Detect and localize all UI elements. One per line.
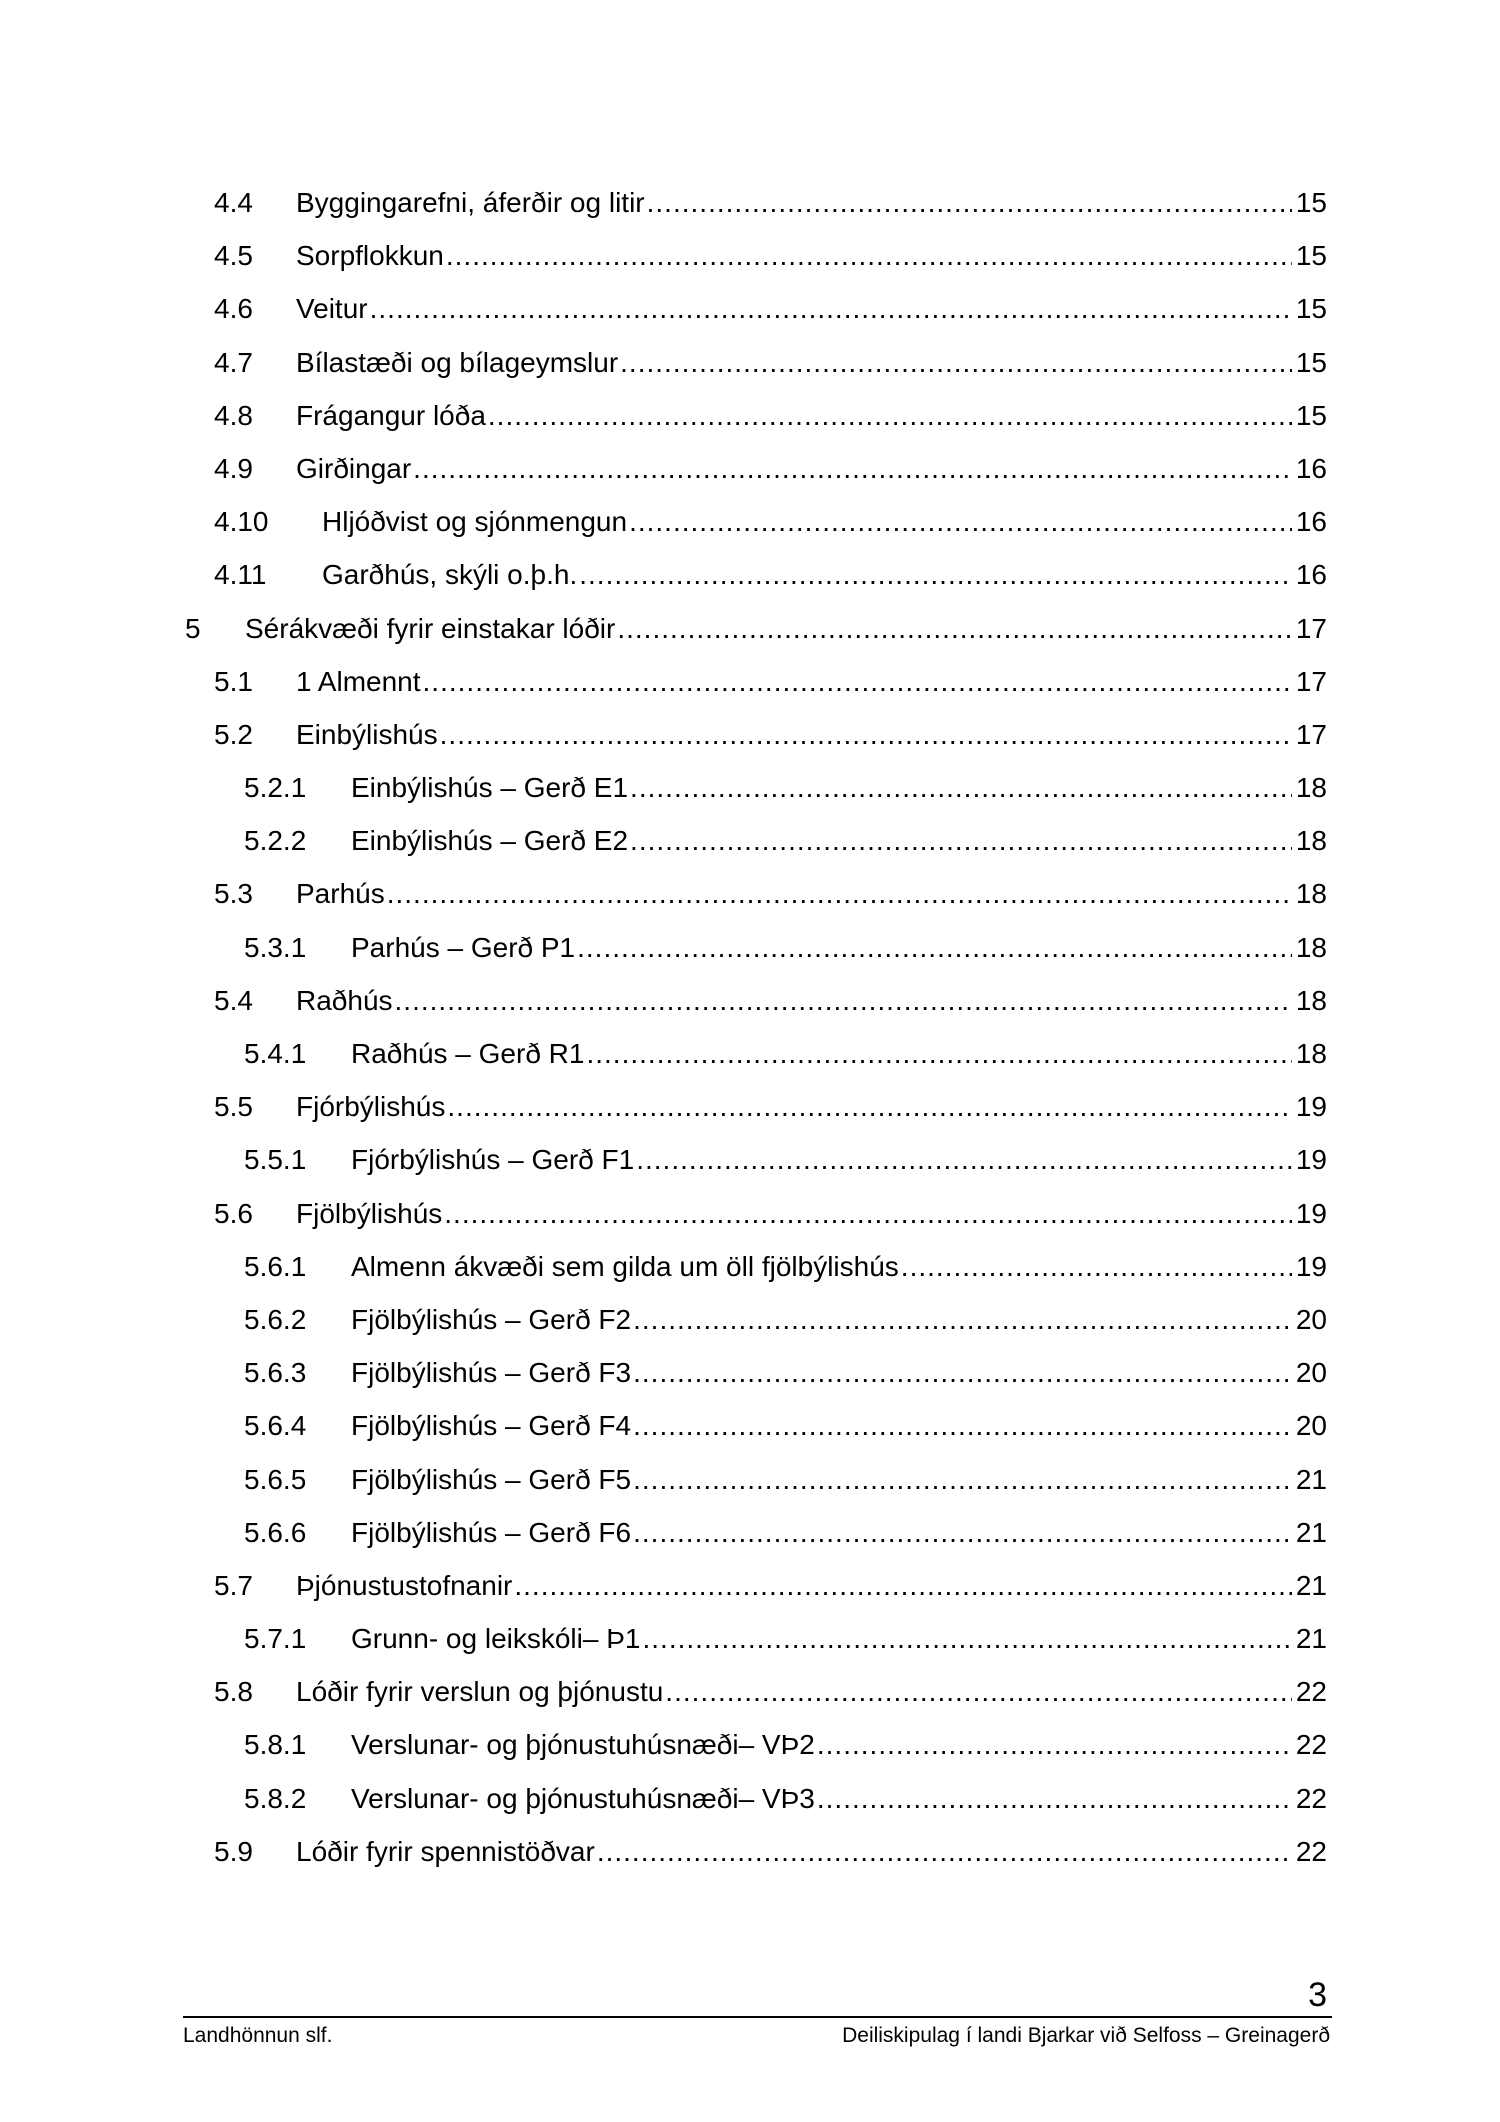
toc-entry[interactable] bbox=[0, 1133, 1500, 1186]
toc-entry-body bbox=[351, 921, 1327, 974]
toc-entry-title: Bílastæði og bílageymslur bbox=[296, 336, 620, 389]
toc-entry-number: 5.2.2 bbox=[244, 825, 307, 857]
toc-entry-title: Verslunar- og þjónustuhúsnæði– VÞ2 bbox=[351, 1718, 817, 1771]
toc-entry-page: 15 bbox=[1295, 346, 1327, 378]
toc-entry-page: 21 bbox=[1295, 1463, 1327, 1495]
toc-entry-body bbox=[296, 229, 1327, 282]
toc-entry-number: 5.8.1 bbox=[244, 1729, 307, 1761]
toc-dot-leader bbox=[586, 1027, 1291, 1080]
toc-entry-body bbox=[351, 1027, 1327, 1080]
toc-entry-page: 16 bbox=[1295, 452, 1327, 484]
toc-entry-title: Fjölbýlishús – Gerð F4 bbox=[351, 1399, 633, 1452]
toc-entry-number: 5.5 bbox=[214, 1091, 253, 1123]
toc-entry-number: 5.7.1 bbox=[244, 1623, 307, 1655]
toc-entry-number: 4.9 bbox=[214, 452, 253, 484]
toc-entry-title: Raðhús bbox=[296, 974, 395, 1027]
toc-entry-number: 5.6.4 bbox=[244, 1410, 307, 1442]
toc-entry-body bbox=[296, 867, 1327, 920]
toc-entry-body bbox=[296, 1665, 1327, 1718]
toc-entry-body bbox=[351, 761, 1327, 814]
toc-entry-body bbox=[351, 1346, 1327, 1399]
toc-entry-title: Almenn ákvæði sem gilda um öll fjölbýlishús bbox=[351, 1240, 901, 1293]
toc-entry-page: 17 bbox=[1295, 665, 1327, 697]
toc-entry-number: 5.9 bbox=[214, 1835, 253, 1867]
toc-entry-number: 5.1 bbox=[214, 665, 253, 697]
toc-dot-leader bbox=[629, 495, 1292, 548]
toc-entry[interactable] bbox=[0, 1718, 1500, 1771]
toc-entry-body bbox=[351, 1399, 1327, 1452]
toc-entry-page: 15 bbox=[1295, 187, 1327, 218]
toc-dot-leader bbox=[633, 1399, 1292, 1452]
toc-entry-page: 17 bbox=[1295, 718, 1327, 750]
toc-dot-leader bbox=[647, 176, 1292, 229]
toc-entry-body bbox=[296, 282, 1327, 335]
toc-entry-number: 4.4 bbox=[214, 187, 253, 218]
toc-dot-leader bbox=[636, 1133, 1292, 1186]
toc-entry-number: 5 bbox=[185, 612, 201, 644]
toc-entry-page: 22 bbox=[1295, 1676, 1327, 1708]
toc-entry-page: 15 bbox=[1295, 240, 1327, 272]
toc-entry[interactable] bbox=[0, 708, 1500, 761]
toc-entry[interactable] bbox=[0, 495, 1500, 548]
toc-entry-number: 4.11 bbox=[214, 559, 267, 591]
toc-entry-title: Fjölbýlishús – Gerð F3 bbox=[351, 1346, 633, 1399]
toc-dot-leader bbox=[488, 389, 1292, 442]
table-of-contents bbox=[0, 176, 1500, 1878]
toc-dot-leader bbox=[633, 1453, 1292, 1506]
toc-entry-page: 19 bbox=[1295, 1250, 1327, 1282]
toc-dot-leader bbox=[817, 1772, 1292, 1825]
toc-entry-title: Sérákvæði fyrir einstakar lóðir bbox=[245, 602, 617, 655]
toc-entry-title: Einbýlishús – Gerð E1 bbox=[351, 761, 630, 814]
toc-entry-number: 4.10 bbox=[214, 506, 269, 538]
toc-dot-leader bbox=[630, 814, 1292, 867]
toc-entry-title: Verslunar- og þjónustuhúsnæði– VÞ3 bbox=[351, 1772, 817, 1825]
toc-dot-leader bbox=[817, 1718, 1292, 1771]
toc-dot-leader bbox=[387, 867, 1292, 920]
toc-entry-body bbox=[296, 1080, 1327, 1133]
toc-dot-leader bbox=[642, 1612, 1291, 1665]
toc-dot-leader bbox=[620, 336, 1292, 389]
toc-entry[interactable] bbox=[0, 1187, 1500, 1240]
toc-dot-leader bbox=[633, 1506, 1292, 1559]
toc-entry[interactable] bbox=[0, 1080, 1500, 1133]
toc-entry-number: 5.6.6 bbox=[244, 1516, 307, 1548]
footer-company: Landhönnun slf. bbox=[183, 2024, 333, 2047]
toc-dot-leader bbox=[665, 1665, 1292, 1718]
toc-entry-body bbox=[296, 442, 1327, 495]
toc-entry-page: 21 bbox=[1295, 1623, 1327, 1655]
toc-entry-title: Lóðir fyrir spennistöðvar bbox=[296, 1825, 597, 1878]
toc-entry[interactable] bbox=[0, 1453, 1500, 1506]
toc-entry[interactable] bbox=[0, 1293, 1500, 1346]
toc-dot-leader bbox=[514, 1559, 1291, 1612]
toc-entry-page: 19 bbox=[1295, 1144, 1327, 1176]
toc-entry[interactable] bbox=[0, 229, 1500, 282]
toc-entry[interactable] bbox=[0, 442, 1500, 495]
toc-entry-title: Byggingarefni, áferðir og litir bbox=[296, 176, 647, 229]
toc-entry-number: 5.2.1 bbox=[244, 772, 307, 804]
toc-entry[interactable] bbox=[0, 1027, 1500, 1080]
toc-entry-page: 16 bbox=[1295, 559, 1327, 591]
toc-entry-page: 19 bbox=[1295, 1091, 1327, 1123]
toc-entry-body bbox=[296, 176, 1327, 229]
toc-entry[interactable] bbox=[0, 921, 1500, 974]
toc-dot-leader bbox=[447, 1080, 1291, 1133]
toc-entry-page: 20 bbox=[1295, 1410, 1327, 1442]
toc-entry-page: 17 bbox=[1295, 612, 1327, 644]
toc-entry-number: 5.5.1 bbox=[244, 1144, 307, 1176]
toc-entry[interactable] bbox=[0, 1346, 1500, 1399]
toc-entry[interactable] bbox=[0, 548, 1500, 601]
toc-entry-page: 18 bbox=[1295, 825, 1327, 857]
toc-entry-body bbox=[296, 1559, 1327, 1612]
toc-entry-title: Lóðir fyrir verslun og þjónustu bbox=[296, 1665, 665, 1718]
footer-divider bbox=[183, 2016, 1332, 2018]
toc-dot-leader bbox=[901, 1240, 1292, 1293]
toc-entry-page: 18 bbox=[1295, 878, 1327, 910]
toc-dot-leader bbox=[444, 1187, 1292, 1240]
toc-entry-title: Girðingar bbox=[296, 442, 413, 495]
toc-entry-number: 5.6.1 bbox=[244, 1250, 307, 1282]
toc-entry-body bbox=[351, 1453, 1327, 1506]
toc-dot-leader bbox=[413, 442, 1292, 495]
toc-entry[interactable] bbox=[0, 1612, 1500, 1665]
toc-entry[interactable] bbox=[0, 602, 1500, 655]
toc-entry-title: Grunn- og leikskóli– Þ1 bbox=[351, 1612, 642, 1665]
page-number: 3 bbox=[1308, 1976, 1327, 2014]
toc-dot-leader bbox=[446, 229, 1292, 282]
toc-dot-leader bbox=[617, 602, 1292, 655]
toc-entry[interactable] bbox=[0, 655, 1500, 708]
toc-entry-body bbox=[322, 495, 1327, 548]
toc-entry[interactable] bbox=[0, 814, 1500, 867]
toc-entry[interactable] bbox=[0, 1559, 1500, 1612]
toc-entry-page: 19 bbox=[1295, 1197, 1327, 1229]
toc-entry-page: 22 bbox=[1295, 1782, 1327, 1814]
toc-entry-body bbox=[296, 708, 1327, 761]
toc-entry[interactable] bbox=[0, 1825, 1500, 1878]
toc-entry-body bbox=[351, 1718, 1327, 1771]
toc-entry-number: 5.6.2 bbox=[244, 1303, 307, 1335]
toc-dot-leader bbox=[633, 1293, 1292, 1346]
toc-entry-page: 18 bbox=[1295, 931, 1327, 963]
toc-entry-number: 5.7 bbox=[214, 1569, 253, 1601]
toc-entry-title: Parhús bbox=[296, 867, 387, 920]
toc-entry-body bbox=[296, 974, 1327, 1027]
toc-entry-number: 5.3.1 bbox=[244, 931, 307, 963]
toc-entry-title: Hljóðvist og sjónmengun bbox=[322, 495, 629, 548]
toc-entry-number: 4.5 bbox=[214, 240, 253, 272]
toc-entry-body bbox=[296, 655, 1327, 708]
toc-entry-title: Fjölbýlishús bbox=[296, 1187, 444, 1240]
toc-dot-leader bbox=[633, 1346, 1292, 1399]
toc-entry-page: 15 bbox=[1295, 399, 1327, 431]
toc-entry[interactable] bbox=[0, 974, 1500, 1027]
toc-entry-title: Einbýlishús bbox=[296, 708, 440, 761]
toc-entry-number: 5.6.5 bbox=[244, 1463, 307, 1495]
toc-entry-page: 22 bbox=[1295, 1835, 1327, 1867]
toc-dot-leader bbox=[370, 282, 1292, 335]
toc-entry-body bbox=[296, 1825, 1327, 1878]
toc-entry-title: Fjórbýlishús – Gerð F1 bbox=[351, 1133, 636, 1186]
toc-entry-number: 5.3 bbox=[214, 878, 253, 910]
toc-entry-title: Einbýlishús – Gerð E2 bbox=[351, 814, 630, 867]
toc-dot-leader bbox=[579, 548, 1292, 601]
toc-dot-leader bbox=[423, 655, 1292, 708]
toc-entry-page: 21 bbox=[1295, 1569, 1327, 1601]
toc-entry-body bbox=[296, 389, 1327, 442]
toc-entry-title: Fjölbýlishús – Gerð F2 bbox=[351, 1293, 633, 1346]
toc-entry-body bbox=[351, 1612, 1327, 1665]
toc-dot-leader bbox=[577, 921, 1292, 974]
toc-entry-title: Fjölbýlishús – Gerð F5 bbox=[351, 1453, 633, 1506]
toc-entry-page: 20 bbox=[1295, 1303, 1327, 1335]
toc-entry-title: Veitur bbox=[296, 282, 370, 335]
toc-entry-body bbox=[351, 1133, 1327, 1186]
toc-entry-title: Raðhús – Gerð R1 bbox=[351, 1027, 586, 1080]
toc-entry-page: 18 bbox=[1295, 772, 1327, 804]
toc-entry-page: 18 bbox=[1295, 984, 1327, 1016]
toc-entry-number: 5.6.3 bbox=[244, 1357, 307, 1389]
toc-entry[interactable] bbox=[0, 867, 1500, 920]
toc-entry-page: 18 bbox=[1295, 1038, 1327, 1069]
toc-entry-number: 5.4.1 bbox=[244, 1038, 307, 1069]
toc-entry-page: 20 bbox=[1295, 1357, 1327, 1389]
toc-entry-page: 22 bbox=[1295, 1729, 1327, 1761]
toc-entry[interactable] bbox=[0, 1399, 1500, 1452]
toc-entry[interactable] bbox=[0, 282, 1500, 335]
toc-entry-body bbox=[296, 336, 1327, 389]
toc-entry-title: 1 Almennt bbox=[296, 655, 423, 708]
toc-entry-page: 15 bbox=[1295, 293, 1327, 325]
toc-entry[interactable] bbox=[0, 761, 1500, 814]
toc-entry-page: 16 bbox=[1295, 506, 1327, 538]
toc-entry[interactable] bbox=[0, 1772, 1500, 1825]
toc-entry-title: Þjónustustofnanir bbox=[296, 1559, 514, 1612]
toc-entry-page: 21 bbox=[1295, 1516, 1327, 1548]
toc-entry-number: 4.8 bbox=[214, 399, 253, 431]
toc-entry[interactable] bbox=[0, 1665, 1500, 1718]
toc-dot-leader bbox=[440, 708, 1292, 761]
toc-entry-number: 5.8.2 bbox=[244, 1782, 307, 1814]
toc-entry-body bbox=[245, 602, 1327, 655]
toc-entry-number: 5.6 bbox=[214, 1197, 253, 1229]
toc-entry-title: Parhús – Gerð P1 bbox=[351, 921, 577, 974]
toc-entry-number: 5.8 bbox=[214, 1676, 253, 1708]
toc-dot-leader bbox=[395, 974, 1292, 1027]
toc-entry[interactable] bbox=[0, 1506, 1500, 1559]
toc-entry-body bbox=[322, 548, 1327, 601]
toc-entry-number: 4.7 bbox=[214, 346, 253, 378]
toc-entry-body bbox=[296, 1187, 1327, 1240]
toc-entry-body bbox=[351, 1506, 1327, 1559]
toc-entry[interactable] bbox=[0, 389, 1500, 442]
toc-entry-body bbox=[351, 1772, 1327, 1825]
toc-entry[interactable] bbox=[0, 336, 1500, 389]
toc-entry-number: 5.2 bbox=[214, 718, 253, 750]
toc-entry-body bbox=[351, 1293, 1327, 1346]
toc-entry-title: Garðhús, skýli o.þ.h. bbox=[322, 548, 579, 601]
toc-entry-body bbox=[351, 1240, 1327, 1293]
toc-dot-leader bbox=[597, 1825, 1292, 1878]
toc-entry[interactable] bbox=[0, 176, 1500, 229]
toc-entry-title: Sorpflokkun bbox=[296, 229, 446, 282]
toc-entry[interactable] bbox=[0, 1240, 1500, 1293]
toc-entry-title: Fjórbýlishús bbox=[296, 1080, 447, 1133]
toc-entry-number: 5.4 bbox=[214, 984, 253, 1016]
toc-dot-leader bbox=[630, 761, 1292, 814]
toc-entry-title: Frágangur lóða bbox=[296, 389, 488, 442]
footer-document-title: Deiliskipulag í landi Bjarkar við Selfoss – Greinagerð bbox=[842, 2024, 1330, 2047]
toc-entry-number: 4.6 bbox=[214, 293, 253, 325]
toc-entry-title: Fjölbýlishús – Gerð F6 bbox=[351, 1506, 633, 1559]
toc-entry-body bbox=[351, 814, 1327, 867]
